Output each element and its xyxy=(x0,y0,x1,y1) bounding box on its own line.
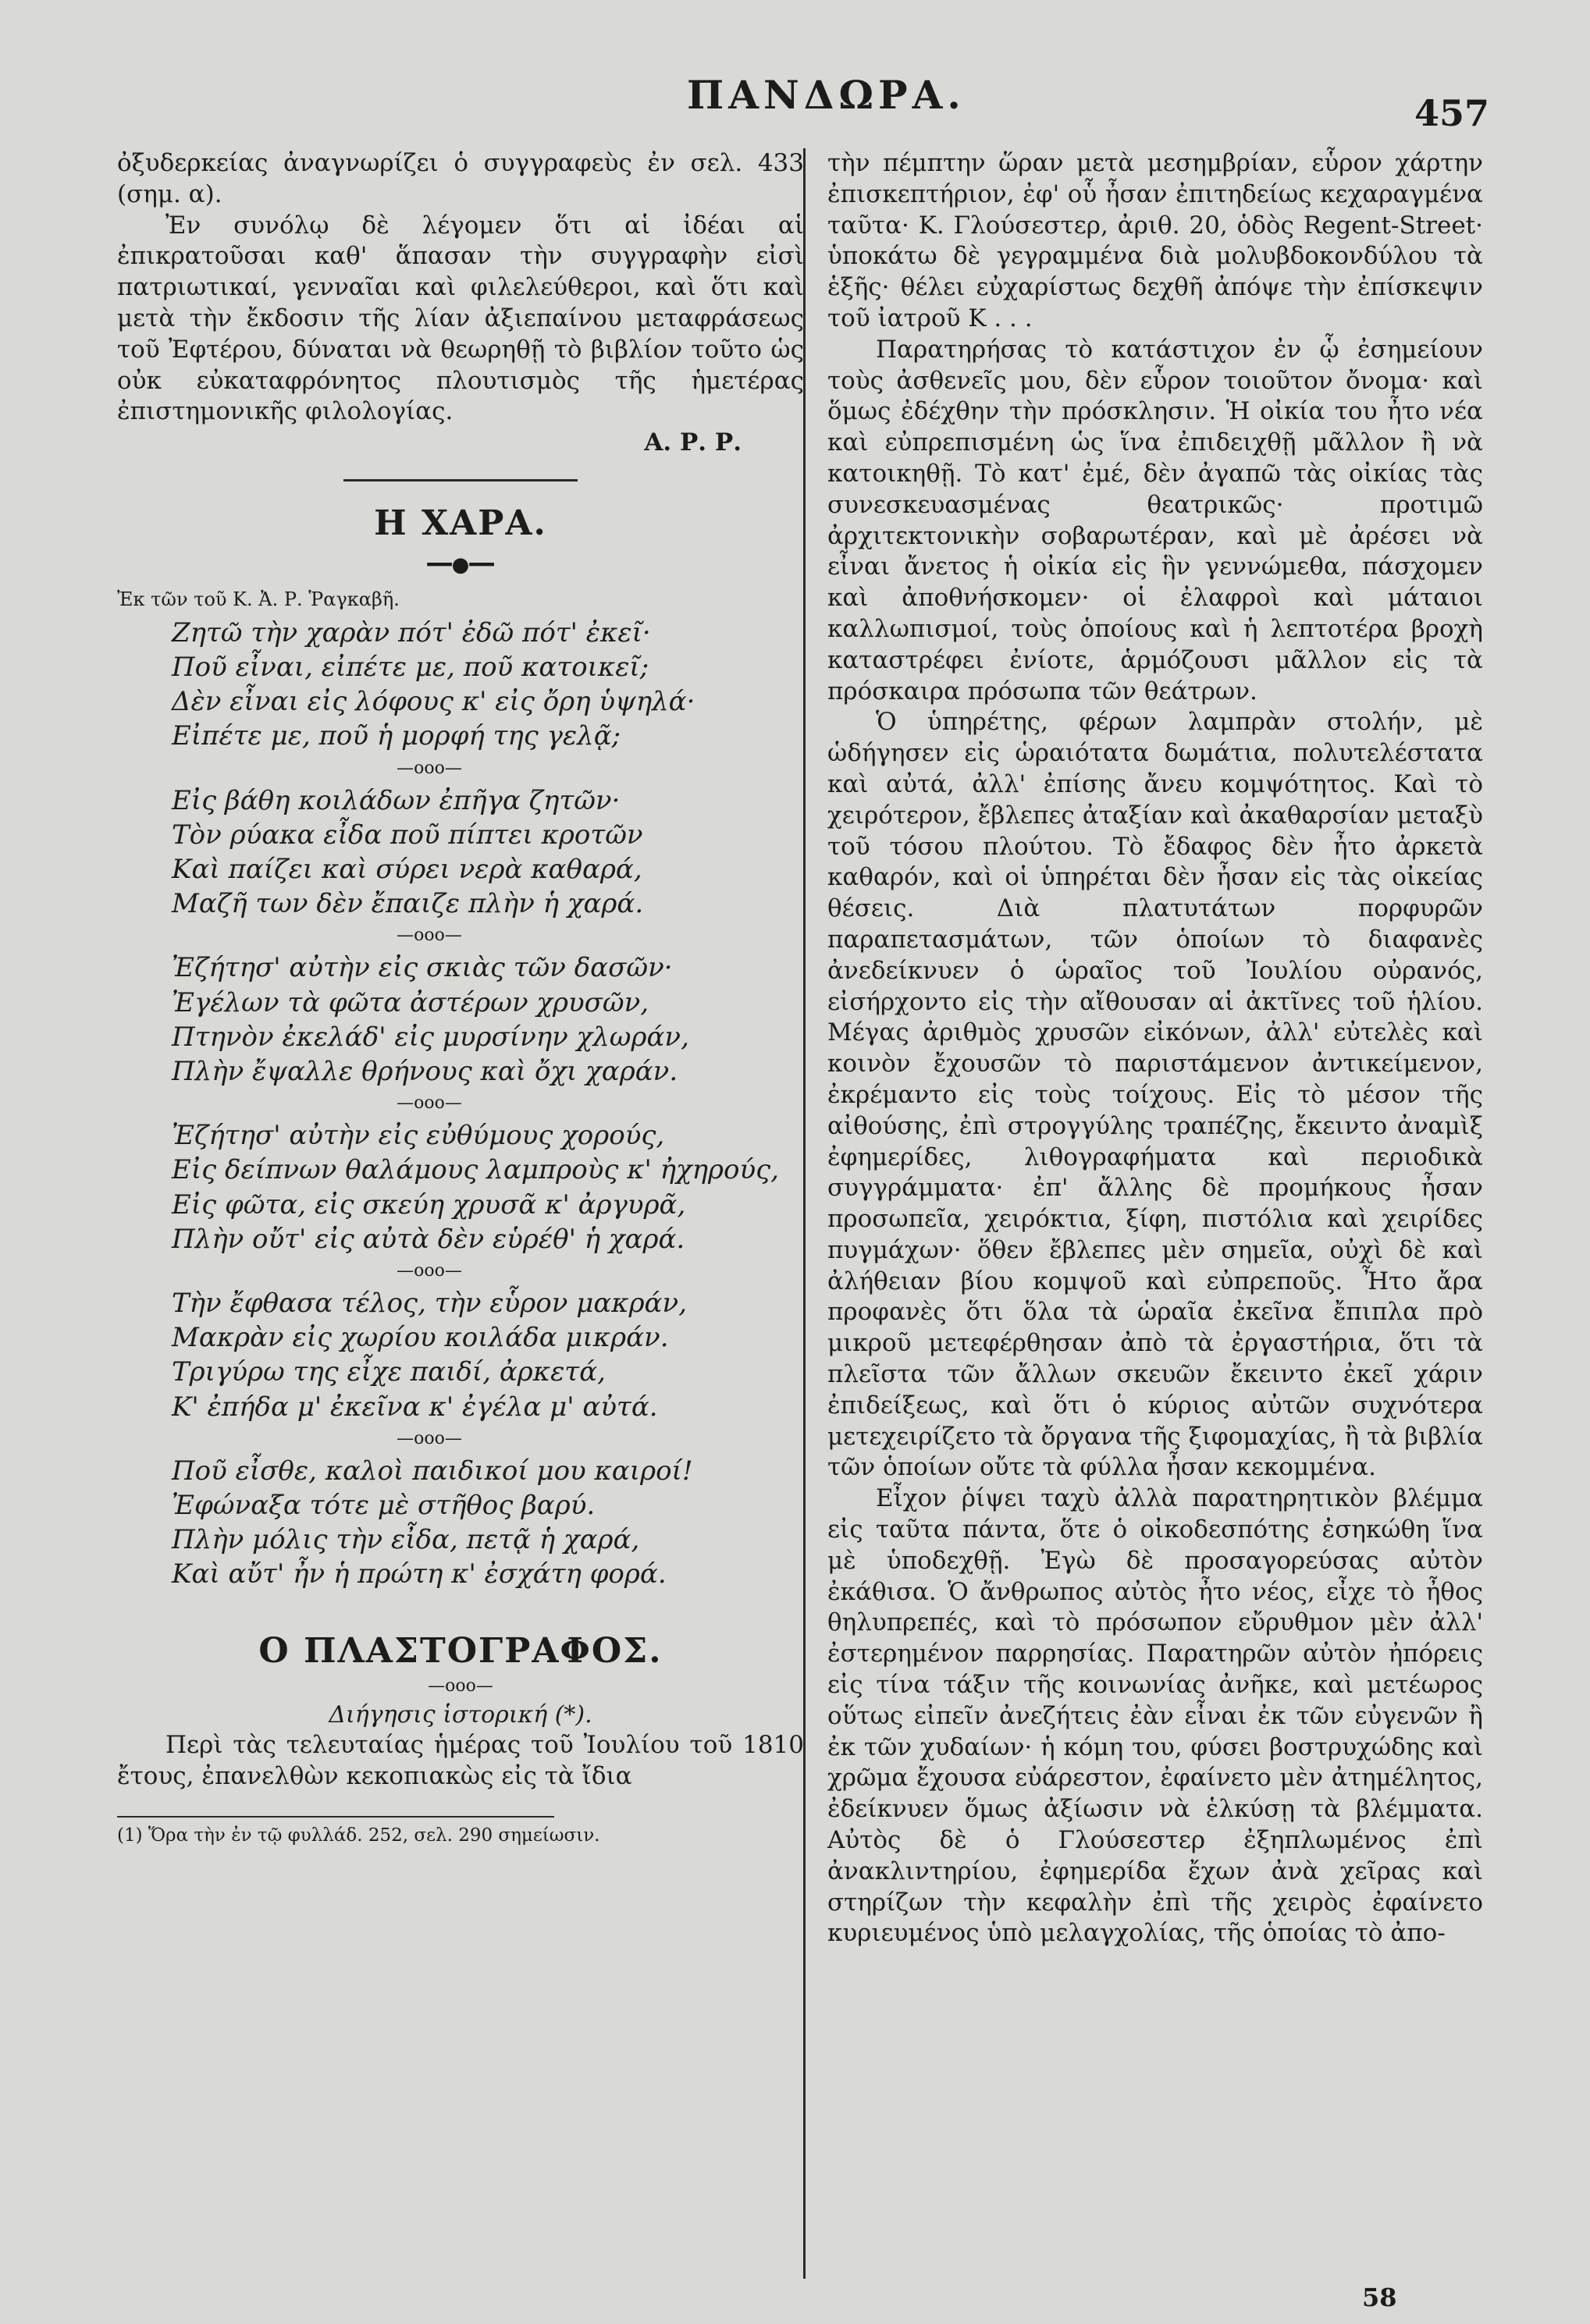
verse: Ἐζήτησ' αὐτὴν εἰς εὐθύμους χορούς, xyxy=(172,1120,665,1152)
title-separator: —ooo— xyxy=(428,1675,493,1696)
verse: Ἐφώναξα τότε μὲ στῆθος βαρύ. xyxy=(172,1490,596,1522)
stanza-6 xyxy=(172,1454,804,1592)
footnote: (1) Ὅρα τὴν ἐν τῷ φυλλάδ. 252, σελ. 290 σημείωσιν. xyxy=(117,1825,600,1846)
verse: Εἰπέτε με, ποῦ ἡ μορφή της γελᾷ; xyxy=(172,720,621,752)
ornament: ━━●━━ xyxy=(427,553,494,577)
verse: Πλὴν οὔτ' εἰς αὐτὰ δὲν εὑρέθ' ἡ χαρά. xyxy=(172,1223,685,1255)
left-column xyxy=(117,148,804,1847)
stanza-3 xyxy=(172,951,804,1089)
stanza-separator: —ooo— xyxy=(397,1093,462,1114)
verse: Ποῦ εἶσθε, καλοὶ παιδικοί μου καιροί! xyxy=(172,1455,693,1487)
story-paragraph-3: Ὁ ὑπηρέτης, φέρων λαμπρὰν στολήν, μὲ ὡδήγησεν εἰς ὡραιότατα δωμάτια, πολυτελέστατα καὶ αὐτά, ἀλλ' ἐπίσης ἄνευ κομψότητος. Καὶ τὸ χειρότερον, ἔβλεπες ἀταξίαν καὶ ἀκαθαρσίαν μεταξὺ τοῦ τόσου πλούτου. Τὸ ἔδαφος δὲν ἦτο ἀρκετὰ καθαρόν, καὶ οἱ ὑπηρέται δὲν ἦσαν εἰς τὰς οἰκείας θέσεις. Διὰ πλατυτάτων πορφυρῶν παραπετασμάτων, τῶν ὁποίων τὸ διαφανὲς ἀνεδείκνυεν ὁ ὡραῖος τοῦ Ἰουλίου οὐρανός, εἰσήρχοντο εἰς τὴν αἴθουσαν αἱ ἀκτῖνες τοῦ ἡλίου. Μέγας ἀριθμὸς χρυσῶν εἰκόνων, ἀλλ' εὐτελὲς καὶ κοινὸν ἔχουσῶν τὸ παριστάμενον ἀντικείμενον, ἐκρέμαντο εἰς τοὺς τοίχους. Εἰς τὸ μέσον τῆς αἰθούσης, ἐπὶ στρογγύλης τραπέζης, ἔκειντο ἀναμὶξ ἐφημερίδες, λιθογραφήματα καὶ περιοδικὰ συγγράμματα· ἐπ' ἄλλης δὲ προμήκους ἦσαν προσωπεῖα, χειρόκτια, ξίφη, πιστόλια καὶ χειρίδες πυγμάχων· ὅθεν ἔβλεπες μὲν σημεῖα, οὐχὶ δὲ καὶ ἀλήθειαν βίου κομψοῦ καὶ εὐπρεποῦς. Ἦτο ἄρα προφανὲς ὅτι ὅλα τὰ ὡραῖα ἐκεῖνα ἔπιπλα πρὸ μικροῦ μετεφέρθησαν ἀπὸ τὰ ἐργαστήρια, ὅτι τὰ πλεῖστα τῶν ἄλλων σκευῶν ἔκειντο ἐκεῖ χάριν ἐπιδείξεως, καὶ ὅτι ὁ κύριος αὐτῶν συχνότερα μετεχειρίζετο τὰ ὄργανα τῆς ξιφομαχίας, ἢ τὰ βιβλία τῶν ὁποίων οὔτε τὰ φύλλα ἦσαν κεκομμένα. xyxy=(827,708,1483,1482)
footnote-rule xyxy=(117,1816,554,1818)
stanza-separator: —ooo— xyxy=(397,1428,462,1448)
verse: Δὲν εἶναι εἰς λόφους κ' εἰς ὄρη ὑψηλά· xyxy=(172,686,695,718)
verse: Τριγύρω της εἶχε παιδί, ἀρκετά, xyxy=(172,1356,606,1388)
story-opening: Περὶ τὰς τελευταίας ἡμέρας τοῦ Ἰουλίου τοῦ 1810 ἔτους, ἐπανελθὼν κεκοπιακὼς εἰς τὰ ἴδια xyxy=(117,1731,804,1791)
stanza-1 xyxy=(172,616,804,754)
intro-paragraph-1: ὀξυδερκείας ἀναγνωρίζει ὁ συγγραφεὺς ἐν σελ. 433 (σημ. α). xyxy=(117,149,804,208)
verse: Εἰς βάθη κοιλάδων ἐπῆγα ζητῶν· xyxy=(172,784,621,816)
stanza-separator: —ooo— xyxy=(397,1261,462,1281)
story-paragraph-1: τὴν πέμπτην ὥραν μετὰ μεσημβρίαν, εὗρον χάρτην ἐπισκεπτήριον, ἐφ' οὗ ἦσαν ἐπιτηδείως κεχαραγμένα ταῦτα· Κ. Γλούσεστερ, ἀριθ. 20, ὁδὸς Regent-Street· ὑποκάτω δὲ γεγραμμένα διὰ μολυβδοκονδύλου τὰ ἑξῆς· θέλει εὐχαρίστως δεχθῆ ἀπόψε τὴν ἐπίσκεψιν τοῦ ἰατροῦ Κ . . . xyxy=(827,149,1483,332)
signature-number: 58 xyxy=(1362,2283,1397,2312)
stanza-4 xyxy=(172,1118,804,1256)
stanza-separator: —ooo— xyxy=(397,926,462,946)
verse: Πλὴν μόλις τὴν εἶδα, πετᾷ ἡ χαρά, xyxy=(172,1524,640,1556)
verse: Τὸν ρύακα εἶδα ποῦ πίπτει κροτῶν xyxy=(172,819,643,851)
review-signature: Α. Ρ. Ρ. xyxy=(644,428,742,457)
story-title: Ο ΠΛΑΣΤΟΓΡΑΦΟΣ. xyxy=(258,1630,663,1671)
verse: Εἰς φῶτα, εἰς σκεύη χρυσᾶ κ' ἀργυρᾶ, xyxy=(172,1189,686,1221)
stanza-5 xyxy=(172,1286,804,1424)
story-subtitle: Διήγησις ἱστορική (*). xyxy=(329,1700,592,1729)
verse: Τὴν ἔφθασα τέλος, τὴν εὗρον μακράν, xyxy=(172,1288,687,1320)
verse: Πλὴν ἔψαλλε θρήνους καὶ ὄχι χαράν. xyxy=(172,1056,678,1087)
verse: Ἐζήτησ' αὐτὴν εἰς σκιὰς τῶν δασῶν· xyxy=(172,952,673,984)
verse: Μαζῆ των δὲν ἔπαιζε πλὴν ἡ χαρά. xyxy=(172,888,644,920)
verse: Καὶ παίζει καὶ σύρει νερὰ καθαρά, xyxy=(172,853,642,885)
verse: Εἰς δείπνων θαλάμους λαμπροὺς κ' ἠχηρούς, xyxy=(172,1154,779,1186)
section-separator xyxy=(343,479,578,482)
verse: Πτηνὸν ἐκελάδ' εἰς μυρσίνην χλωράν, xyxy=(172,1021,689,1053)
verse: Καὶ αὔτ' ἦν ἡ πρώτη κ' ἐσχάτη φορά. xyxy=(172,1558,667,1590)
poem-title: Η ΧΑΡΑ. xyxy=(374,503,547,543)
journal-title: ΠΑΝΔΩΡΑ. xyxy=(687,72,966,118)
stanza-2 xyxy=(172,784,804,922)
intro-paragraph-2: Ἐν συνόλῳ δὲ λέγομεν ὅτι αἱ ἰδέαι αἱ ἐπικρατοῦσαι καθ' ἅπασαν τὴν συγγραφὴν εἰσὶ πατριωτικαί, γενναῖαι καὶ φιλελεύθεροι, καὶ ὅτι καὶ μετὰ τὴν ἔκδοσιν τῆς λίαν ἀξιεπαίνου μεταφράσεως τοῦ Ἐφτέρου, δύναται νὰ θεωρηθῇ τὸ βιβλίον τοῦτο ὡς οὐκ εὐκαταφρόνητος πλουτισμὸς τῆς ἡμετέρας ἐπιστημονικῆς φιλολογίας. xyxy=(117,211,804,426)
poem xyxy=(117,616,804,1592)
verse: Μακρὰν εἰς χωρίου κοιλάδα μικράν. xyxy=(172,1322,669,1354)
verse: Ἐγέλων τὰ φῶτα ἀστέρων χρυσῶν, xyxy=(172,986,649,1018)
stanza-separator: —ooo— xyxy=(397,758,462,778)
verse: Ποῦ εἶναι, εἰπέτε με, ποῦ κατοικεῖ; xyxy=(172,651,649,683)
story-paragraph-2: Παρατηρήσας τὸ κατάστιχον ἐν ᾧ ἐσημείουν τοὺς ἀσθενεῖς μου, δὲν εὗρον τοιοῦτον ὄνομα· καὶ ὅμως ἐδέχθην τὴν πρόσκλησιν. Ἡ οἰκία του ἦτο νέα καὶ εὐπρεπισμένη ὡς ἵνα ἐπιδειχθῇ μᾶλλον ἢ νὰ κατοικηθῇ. Τὸ κατ' ἐμέ, δὲν ἀγαπῶ τὰς οἰκίας τὰς συνεσκευασμένας θεατρικῶς· προτιμῶ ἀρχιτεκτονικὴν σοβαρωτέραν, καὶ μὲ ἀρέσει νὰ εἶναι ἄνετος ἡ οἰκία εἰς ἣν γεννώμεθα, πάσχομεν καὶ ἀποθνήσκομεν· οἱ ἐλαφροὶ καὶ μάταιοι καλλωπισμοί, τοὺς ὁποίους καὶ ἡ λεπτοτέρα βροχὴ καταστρέφει ἐνίοτε, ἁρμόζουσι μᾶλλον εἰς τὰ πρόσκαιρα πρόσωπα τῶν θεάτρων. xyxy=(827,335,1483,705)
right-column xyxy=(827,148,1483,1949)
verse: Κ' ἐπήδα μ' ἐκεῖνα κ' ἐγέλα μ' αὐτά. xyxy=(172,1391,658,1423)
story-paragraph-4: Εἶχον ῥίψει ταχὺ ἀλλὰ παρατηρητικὸν βλέμμα εἰς ταῦτα πάντα, ὅτε ὁ οἰκοδεσπότης ἐσηκώθη ἵνα μὲ ὑποδεχθῇ. Ἐγὼ δὲ προσαγορεύσας αὐτὸν ἐκάθισα. Ὁ ἄνθρωπος αὐτὸς ἦτο νέος, εἶχε τὸ ἦθος θηλυπρεπές, καὶ τὸ πρόσωπον εὔρυθμον μὲν ἀλλ' ἐστερημένον παρρησίας. Παρατηρῶν αὐτὸν ἠπόρεις εἰς τίνα τάξιν τῆς κοινωνίας ἀνῆκε, καὶ μετέωρος οὕτως εἰπεῖν ἀνεζήτεις ἐὰν εἶναι ἐκ τῶν εὐγενῶν ἢ ἐκ τῶν χυδαίων· ἡ κόμη του, φύσει βοστρυχώδης καὶ χρῶμα ἔχουσα εὐάρεστον, ἐφαίνετο μὲν ἀτημέλητος, ἐδείκνυεν ὅμως ἀξίωσιν νὰ ἑλκύσῃ τὰ βλέμματα. Αὐτὸς δὲ ὁ Γλούσεστερ ἐξηπλωμένος ἐπὶ ἀνακλιντηρίου, ἐφημερίδα ἔχων ἀνὰ χεῖρας καὶ στηρίζων τὴν κεφαλὴν ἐπὶ τῆς χειρὸς ἐφαίνετο κυριευμένος ὑπὸ μελαγχολίας, τῆς ὁποίας τὸ ἀπο- xyxy=(827,1484,1483,1948)
page-number: 457 xyxy=(1414,92,1490,134)
poem-source: Ἐκ τῶν τοῦ Κ. Ἀ. Ρ. Ῥαγκαβῆ. xyxy=(117,588,400,610)
verse: Ζητῶ τὴν χαρὰν πότ' ἐδῶ πότ' ἐκεῖ· xyxy=(172,617,651,649)
